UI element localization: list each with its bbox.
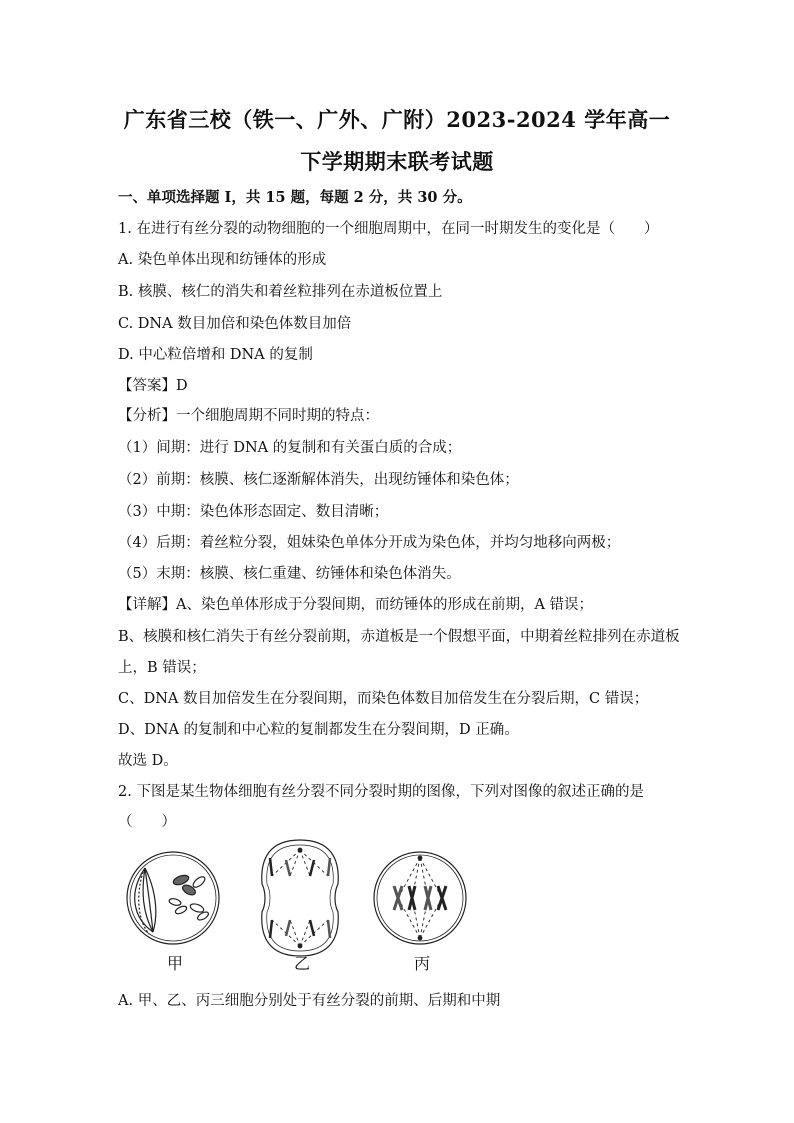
exam-title-line2: 下学期期末联考试题 xyxy=(300,149,494,174)
question-1-option-d: D. 中心粒倍增和 DNA 的复制 xyxy=(118,347,313,363)
cell-jia xyxy=(127,852,219,944)
detail-line: C、DNA 数目加倍发生在分裂间期，而染色体数目加倍发生在分裂后期，C 错误； xyxy=(118,691,649,707)
question-1-option-b: B. 核膜、核仁的消失和着丝粒排列在赤道板位置上 xyxy=(118,284,443,300)
question-1-option-c: C. DNA 数目加倍和染色体数目加倍 xyxy=(118,316,352,332)
question-2-stem: 2. 下图是某生物体细胞有丝分裂不同分裂时期的图像，下列对图像的叙述正确的是 xyxy=(118,784,644,800)
detail-line: 【详解】A、染色单体形成于分裂间期，而纺锤体的形成在前期，A 错误； xyxy=(118,597,594,613)
analysis-item: （1）间期：进行 DNA 的复制和有关蛋白质的合成； xyxy=(118,440,462,456)
cell-yi xyxy=(262,840,338,956)
detail-line: B、核膜和核仁消失于有丝分裂前期，赤道板是一个假想平面，中期着丝粒排列在赤道板 xyxy=(118,629,680,645)
detail-line: 上，B 错误； xyxy=(118,660,206,676)
figure-label-yi: 乙 xyxy=(294,954,311,973)
answer-line: 【答案】D xyxy=(118,378,188,394)
section-heading: 一、单项选择题 I，共 15 题，每题 2 分，共 30 分。 xyxy=(118,189,472,206)
cell-bing xyxy=(374,852,466,944)
analysis-item: （4）后期：着丝粒分裂，姐妹染色单体分开成为染色体，并均匀地移向两极； xyxy=(118,535,621,551)
question-1-stem: 1. 在进行有丝分裂的动物细胞的一个细胞周期中，在同一时期发生的变化是（ ） xyxy=(118,221,659,237)
figure-label-bing: 丙 xyxy=(414,954,431,973)
analysis-item: （5）末期：核膜、核仁重建、纺锤体和染色体消失。 xyxy=(118,566,461,582)
analysis-heading: 【分析】一个细胞周期不同时期的特点： xyxy=(118,408,379,424)
question-1-option-a: A. 染色单体出现和纺锤体的形成 xyxy=(118,252,327,268)
question-2-bracket: （ ） xyxy=(118,814,176,830)
question-2-option-a: A. 甲、乙、丙三细胞分别处于有丝分裂的前期、后期和中期 xyxy=(118,993,501,1009)
analysis-item: （2）前期：核膜、核仁逐渐解体消失，出现纺锤体和染色体； xyxy=(118,472,519,488)
detail-line: 故选 D。 xyxy=(118,753,178,769)
detail-line: D、DNA 的复制和中心粒的复制都发生在分裂间期，D 正确。 xyxy=(118,722,519,738)
figure-label-jia: 甲 xyxy=(167,954,184,973)
exam-title-line1: 广东省三校（铁一、广外、广附）2023-2024 学年高一 xyxy=(123,107,671,132)
analysis-item: （3）中期：染色体形态固定、数目清晰； xyxy=(118,504,389,520)
